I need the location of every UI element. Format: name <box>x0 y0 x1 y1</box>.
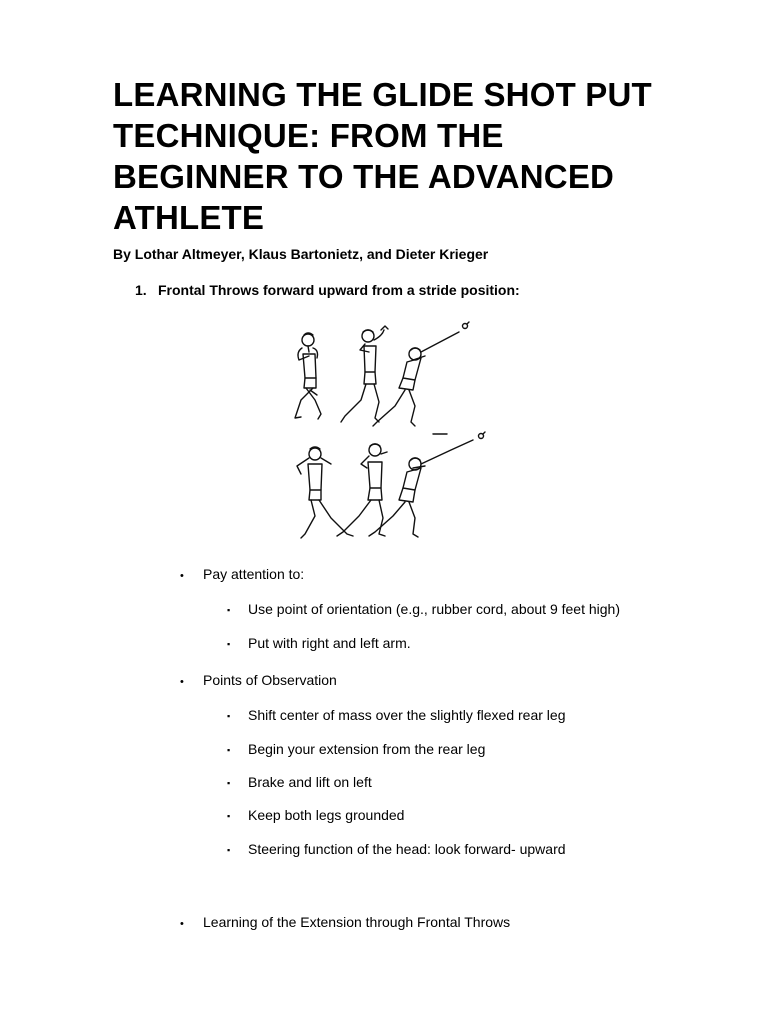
section-1-heading <box>135 282 520 298</box>
list-item-text: Brake and lift on left <box>248 774 372 790</box>
bullet-pay-attention <box>180 566 304 582</box>
square-bullet-marker: ▪ <box>227 711 231 721</box>
athlete-figure-bottom-1 <box>297 447 353 538</box>
square-bullet-marker: ▪ <box>227 639 231 649</box>
shot-put-sequence-illustration <box>275 318 497 548</box>
athlete-figure-top-1 <box>295 333 321 419</box>
list-item <box>227 841 566 857</box>
bullet-marker: • <box>180 676 184 688</box>
authors-line: By Lothar Altmeyer, Klaus Bartonietz, and Dieter Krieger <box>113 246 489 262</box>
bullet-text: Learning of the Extension through Frontal Throws <box>203 914 511 930</box>
athlete-figure-bottom-3 <box>369 432 485 537</box>
list-item-text: Put with right and left arm. <box>248 635 411 651</box>
list-item <box>227 807 404 823</box>
list-item <box>227 774 372 790</box>
list-item <box>227 601 620 617</box>
section-heading-text: Frontal Throws forward upward from a stride position: <box>158 282 520 298</box>
list-item <box>227 741 485 757</box>
athlete-figure-top-3 <box>373 322 469 426</box>
square-bullet-marker: ▪ <box>227 845 231 855</box>
athlete-figure-top-2 <box>341 326 388 422</box>
list-item <box>227 635 411 651</box>
document-title: LEARNING THE GLIDE SHOT PUT TECHNIQUE: FROM THE BEGINNER TO THE ADVANCED ATHLETE <box>113 76 652 236</box>
list-item-text: Steering function of the head: look forward- upward <box>248 841 566 857</box>
bullet-marker: • <box>180 918 184 930</box>
list-item-text: Keep both legs grounded <box>248 807 405 823</box>
square-bullet-marker: ▪ <box>227 605 231 615</box>
bullet-text: Pay attention to: <box>203 566 305 582</box>
list-item-text: Shift center of mass over the slightly flexed rear leg <box>248 707 566 723</box>
list-item <box>227 707 565 723</box>
bullet-learning-extension <box>180 914 510 930</box>
bullet-text: Points of Observation <box>203 672 337 688</box>
bullet-marker: • <box>180 570 184 582</box>
square-bullet-marker: ▪ <box>227 811 231 821</box>
section-number: 1. <box>135 282 147 298</box>
bullet-points-of-observation <box>180 672 337 688</box>
list-item-text: Begin your extension from the rear leg <box>248 741 486 757</box>
list-item-text: Use point of orientation (e.g., rubber cord, about 9 feet high) <box>248 601 621 617</box>
athlete-figure-bottom-2 <box>337 444 387 536</box>
square-bullet-marker: ▪ <box>227 778 231 788</box>
square-bullet-marker: ▪ <box>227 745 231 755</box>
